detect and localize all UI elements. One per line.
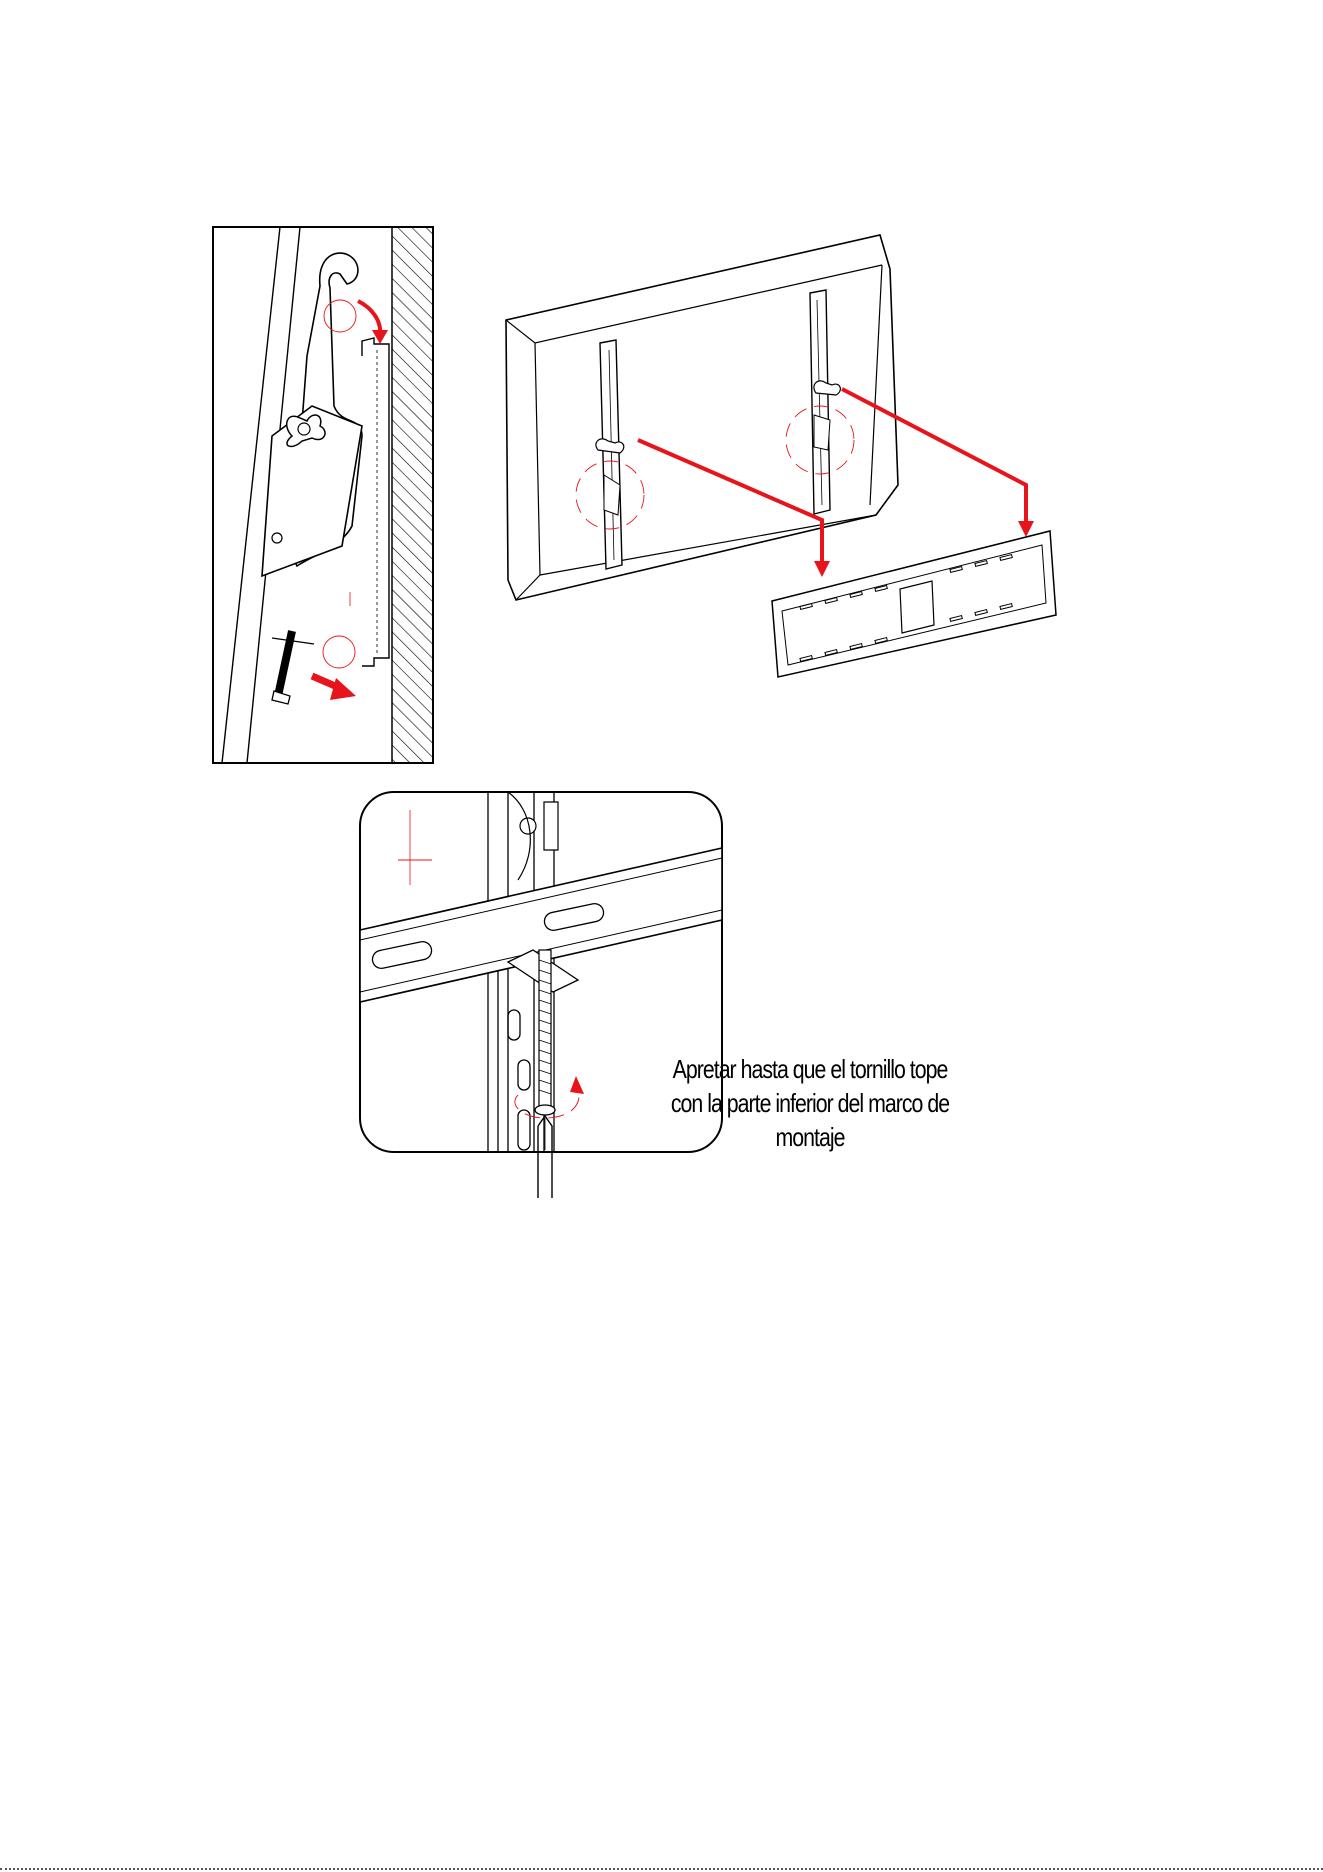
caption-line-1: Apretar hasta que el tornillo tope [672,1054,948,1084]
caption-line-2: con la parte inferior del marco de montaje [670,1088,950,1152]
wall-plate [772,531,1056,677]
tv-mount-overview [500,225,1080,685]
tv-back-panel [506,235,898,600]
instruction-caption [638,1052,982,1154]
side-hook-detail [212,226,434,764]
wall-hatch [392,227,433,763]
page-bottom-rule [0,1868,1323,1870]
